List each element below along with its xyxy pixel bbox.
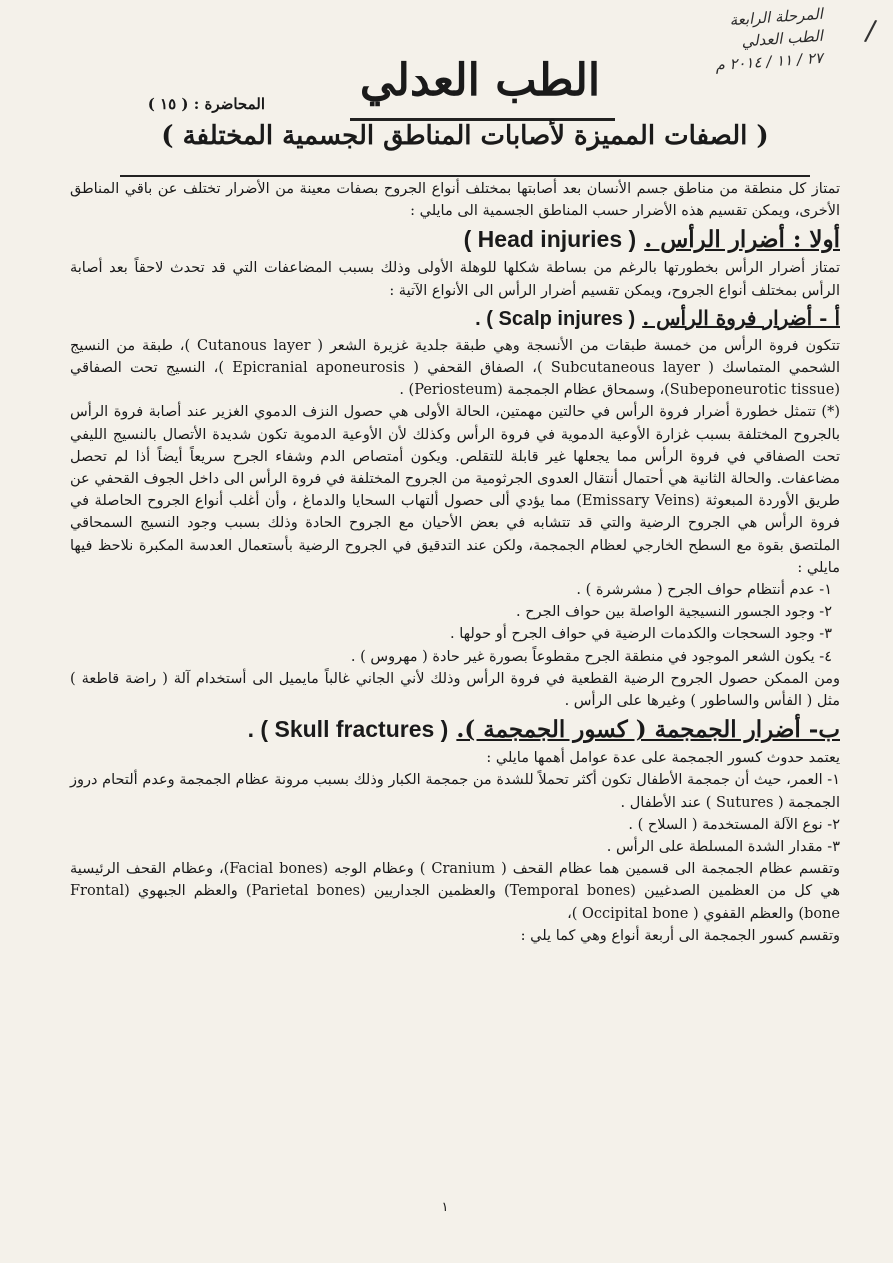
head-intro-paragraph: تمتاز أضرار الرأس بخطورتها بالرغم من بساطة شكلها للوهلة الأولى وذلك بسبب المضاعفات التي قد تحدث لاحقاً بعد أصابة الرأس بمختلف أنواع الجروح، ويمكن تقسيم أضرار الرأس الى الأنواع الآتية :: [70, 260, 840, 299]
list-item: ٣- وجود السحجات والكدمات الرضية في حواف الجرح أو حولها .: [450, 626, 832, 643]
section-heading-scalp: [70, 302, 840, 335]
section-heading-head: [70, 222, 840, 257]
skull-types-paragraph: وتقسم كسور الجمجمة الى أربعة أنواع وهي كما يلي :: [520, 927, 840, 944]
skull-intro-paragraph: يعتمد حدوث كسور الجمجمة على عدة عوامل أهمها مايلي :: [486, 750, 840, 767]
skull-bones-paragraph: وتقسم عظام الجمجمة الى قسمين هما عظام القحف ( Cranium ) وعظام الوجه (Facial bones)، وعظام القحف الرئيسية هي كل من العظمين الصدغيين (Temporal bones) والعظمين الجداريين (Parietal bones) والعظم الجبهوي (Frontal bone) والعظم القفوي ( Occipital bone )،: [70, 861, 841, 922]
list-item: ١- عدم أنتظام حواف الجرح ( مشرشرة ) .: [576, 582, 832, 599]
heading-english: ( Scalp injures ) .: [475, 307, 636, 330]
subtitle-underline: [120, 175, 810, 177]
scalp-danger-paragraph: (*) تتمثل خطورة أضرار فروة الرأس في حالتين مهمتين، الحالة الأولى هي حصول النزف الدموي الغزير عند أصابة فروة الرأس بالجروح المختلفة بسبب غزارة الأوعية الدموية في فروة الرأس وكذلك لأن الأوعية الدموية تكون شديدة الأتصال بالنسيج الليفي تحت الصفاقي في فروة الرأس مما يجعلها غير قابلة للتقلص. ويكون أمتصاص الدم وشفاء الجرح سريعاً أيضاً أذا لم تحصل مضاعفات. والحالة الثانية هي أحتمال أنتقال العدوى الجرثومية من الجروح المختلفة في فروة الرأس الى داخل الجوف القحفي عن طريق الأوردة المبعوثة (Emissary Veins) مما يؤدي ألى حصول ألتهاب السحايا والدماغ ، وأن أغلب أنواع الجروح الحاصلة في فروة الرأس هي الجروح الرضية والتي قد تتشابه في بعض الأحيان مع الجروح الحادة وذلك بسبب وجود النسيج السمحاقي الملتصق بقوة مع السطح الخارجي لعظام الجمجمة، ولكن عند التدقيق في الجروح الرضية بأستعمال العدسة المكبرة نلاحظ فيها مايلي :: [70, 404, 840, 576]
handwritten-note: [673, 4, 824, 75]
list-item: ٣- مقدار الشدة المسلطة على الرأس .: [606, 839, 840, 856]
section-heading-skull: [70, 712, 840, 747]
list-item: ٢- وجود الجسور النسيجية الواصلة بين حواف الجرح .: [516, 604, 832, 621]
margin-mark: /: [862, 13, 878, 48]
page-number: ١: [441, 1200, 449, 1215]
handwritten-line: المرحلة الرابعة: [729, 4, 824, 30]
heading-arabic: ب- أضرار الجمجمة ( كسور الجمجمة ).: [456, 716, 840, 744]
heading-english: ( Skull fractures ) .: [247, 716, 449, 743]
heading-english: ( Head injuries ): [463, 226, 637, 253]
handwritten-line: الطب العدلي: [740, 26, 824, 51]
heading-arabic: أ - أضرار فروة الرأس .: [642, 305, 840, 330]
scalp-layers-paragraph: تتكون فروة الرأس من خمسة طبقات من الأنسجة وهي طبقة جلدية غزيرة الشعر ( Cutanous layer )، طبقة من النسيج الشحمي المتماسك ( Subcutaneous layer )، الصفاق القحفي ( Epicranial aponeurosis )، النسيج تحت الصفاقي (Subeponeurotic tissue)، وسمحاق عظام الجمجمة (Periosteum) .: [70, 337, 840, 399]
intro-paragraph: تمتاز كل منطقة من مناطق جسم الأنسان بعد أصابتها بمختلف أنواع الجروح بصفات معينة من الأضرار تختلف عن باقي المناطق الأخرى، ويمكن تقسيم هذه الأضرار حسب المناطق الجسمية الى مايلي :: [70, 181, 840, 220]
lecture-number: المحاضرة : ( ١٥ ): [147, 95, 265, 113]
list-item: ٢- نوع الآلة المستخدمة ( السلاح ) .: [628, 816, 840, 833]
heading-arabic: أولا : أضرار الرأس .: [644, 226, 840, 254]
list-item: ١- العمر، حيث أن جمجمة الأطفال تكون أكثر تحملاً للشدة من جمجمة الكبار وذلك بسبب مرونة عظام الجمجمة وعدم ألتحام دروز الجمجمة ( Sutures ) عند الأطفال .: [70, 772, 840, 811]
handwritten-line: ٢٧ / ١١ / ٢٠١٤ م: [714, 48, 824, 75]
scalp-note-paragraph: ومن الممكن حصول الجروح الرضية القطعية في فروة الرأس وذلك لأني الجاني غالباً مايميل الى أستخدام آلة ( راضة قاطعة ) مثل ( الفأس والساطور ) وغيرها على الرأس .: [70, 670, 840, 710]
document-body: [70, 178, 840, 947]
list-item: ٤- يكون الشعر الموجود في منطقة الجرح مقطوعاً بصورة غير حادة ( مهروس ) .: [350, 648, 832, 665]
page-subtitle: ( الصفات المميزة لأصابات المناطق الجسمية المختلفة ): [161, 121, 769, 151]
page-title: الطب العدلي: [359, 55, 601, 106]
